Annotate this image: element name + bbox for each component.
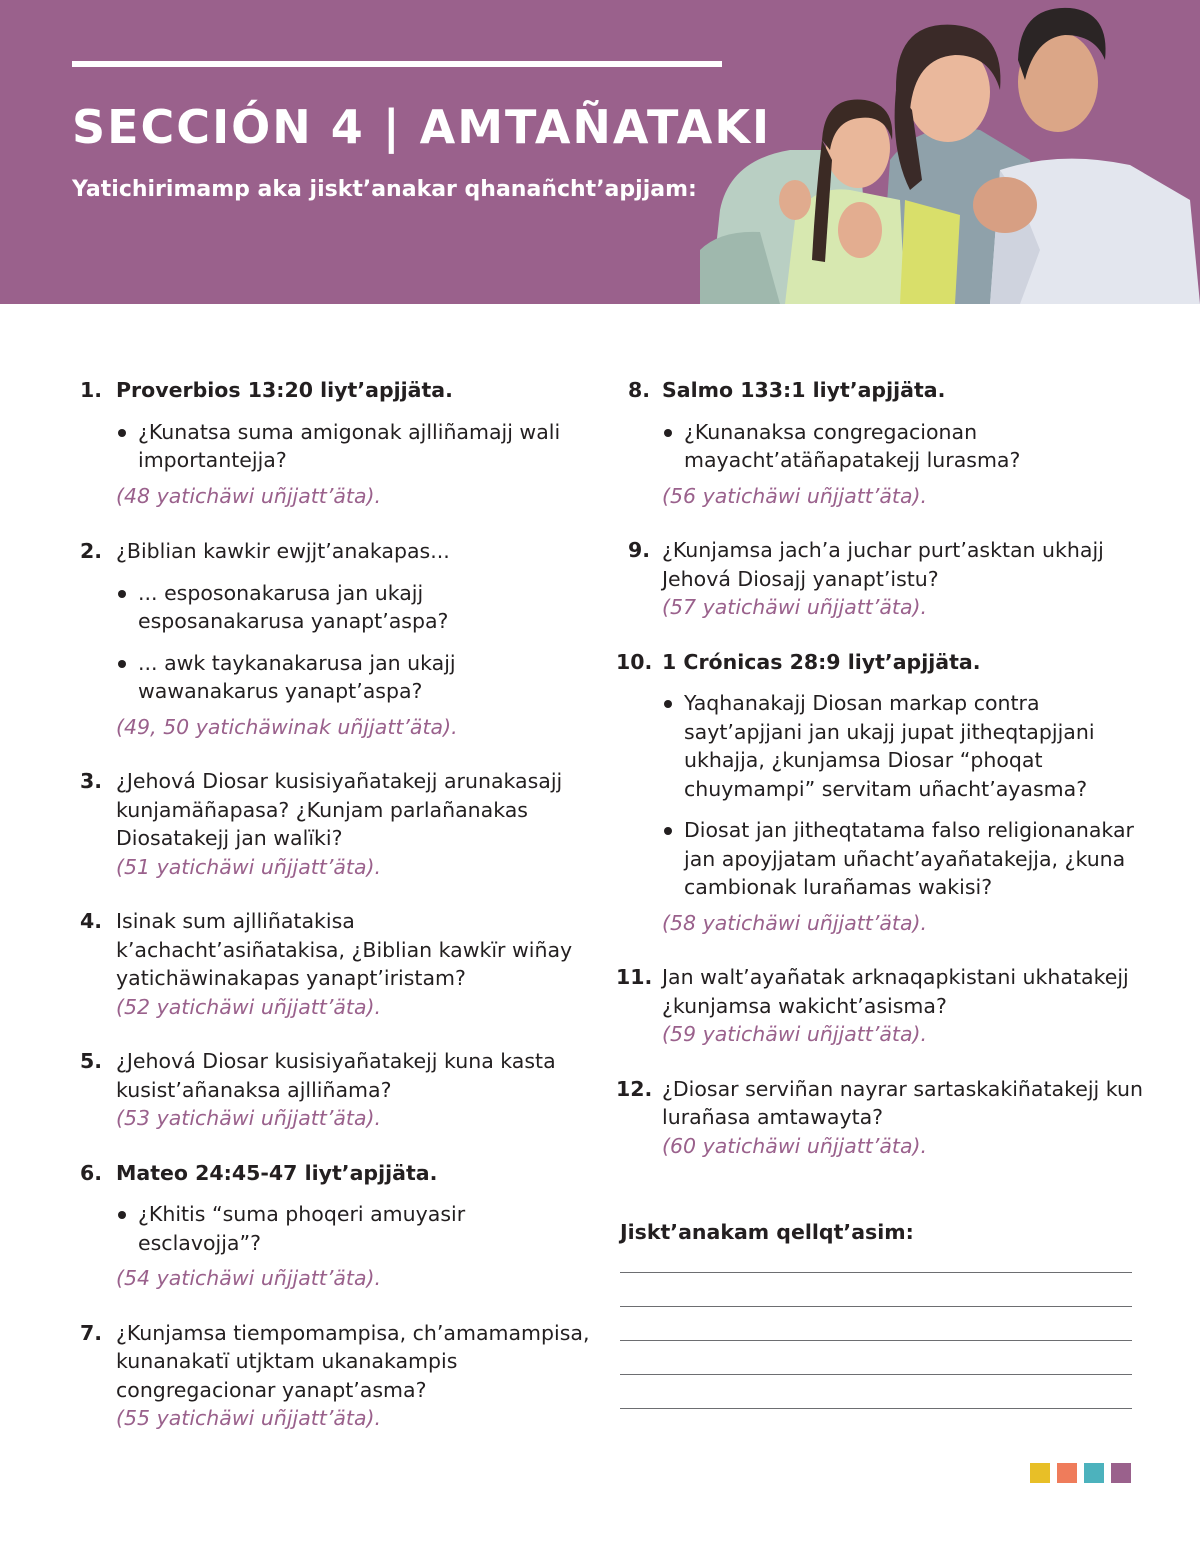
question-text: 1 Crónicas 28:9 liyt’apjjäta.: [662, 649, 981, 674]
page-subtitle: Yatichirimamp aka jiskt’anakar qhanañcht’apjjam:: [72, 177, 697, 202]
question-bullet: ¿Kunatsa suma amigonak ajlliñamajj wali importantejja?: [116, 418, 590, 475]
question-number: 7.: [80, 1320, 103, 1345]
question-text: Jan walt’ayañatak arknaqapkistani ukhatakejj ¿kunjamsa wakicht’asisma?: [662, 965, 1129, 1018]
question-number: 2.: [80, 539, 103, 563]
question-bullet: ... esposonakarusa jan ukajj esposanakarusa yanapt’aspa?: [116, 579, 590, 636]
lesson-reference: (51 yatichäwi uñjjatt’äta).: [116, 854, 382, 879]
note-line[interactable]: [620, 1408, 1132, 1409]
swatch-teal: [1084, 1463, 1104, 1483]
question-bullet: ¿Kunanaksa congregacionan mayacht’atäñapatakejj lurasma?: [662, 418, 1146, 475]
swatch-purple: [1111, 1463, 1131, 1483]
question-number: 9.: [628, 538, 651, 562]
lesson-reference: (48 yatichäwi uñjjatt’äta).: [116, 483, 382, 508]
questions-right-column: [616, 376, 1146, 1160]
question-number: 6.: [80, 1160, 103, 1185]
question-number: 11.: [616, 965, 653, 989]
question-1: [80, 376, 590, 510]
question-text: ¿Kunjamsa jach’a juchar purt’asktan ukhajj Jehová Diosajj yanapt’istu?: [662, 538, 1104, 591]
color-swatches: [1030, 1463, 1131, 1483]
lesson-reference: (54 yatichäwi uñjjatt’äta).: [116, 1266, 382, 1290]
swatch-orange: [1057, 1463, 1077, 1483]
question-text: Proverbios 13:20 liyt’apjjäta.: [116, 378, 453, 402]
question-text: ¿Diosar serviñan nayrar sartaskakiñatakejj kun lurañasa amtawayta?: [662, 1076, 1143, 1129]
swatch-yellow: [1030, 1463, 1050, 1483]
question-number: 1.: [80, 378, 103, 402]
note-line[interactable]: [620, 1340, 1132, 1341]
question-11: [616, 963, 1146, 1049]
lesson-reference: (49, 50 yatichäwinak uñjjatt’äta).: [116, 714, 458, 739]
lesson-reference: (59 yatichäwi uñjjatt’äta).: [662, 1022, 928, 1046]
page-title: SECCIÓN 4 | AMTAÑATAKI: [72, 100, 772, 154]
lesson-reference: (57 yatichäwi uñjjatt’äta).: [662, 595, 928, 619]
lesson-reference: (53 yatichäwi uñjjatt’äta).: [116, 1106, 382, 1130]
question-5: [80, 1047, 590, 1133]
questions-left-column: [80, 376, 590, 1433]
question-12: [616, 1075, 1146, 1161]
note-line[interactable]: [620, 1272, 1132, 1273]
question-number: 12.: [616, 1076, 653, 1101]
family-praying-illustration: [700, 0, 1200, 304]
note-line[interactable]: [620, 1374, 1132, 1375]
notes-label: Jiskt’anakam qellqt’asim:: [620, 1220, 914, 1244]
lesson-reference: (56 yatichäwi uñjjatt’äta).: [662, 483, 928, 508]
question-10: [616, 648, 1146, 938]
question-6: [80, 1159, 590, 1293]
question-text: ¿Biblian kawkir ewjjt’anakapas...: [116, 539, 450, 563]
title-rule: [72, 61, 722, 67]
question-number: 4.: [80, 909, 103, 933]
question-text: ¿Kunjamsa tiempomampisa, ch’amamampisa, kunanakatï utjktam ukanakampis congregacionar yanapt’asma?: [116, 1320, 590, 1402]
question-text: Mateo 24:45-47 liyt’apjjäta.: [116, 1160, 438, 1185]
question-text: ¿Jehová Diosar kusisiyañatakejj arunakasajj kunjamäñapasa? ¿Kunjam parlañanakas Diosatakejj jan walïki?: [116, 769, 563, 850]
question-text: ¿Jehová Diosar kusisiyañatakejj kuna kasta kusist’añanaksa ajlliñama?: [116, 1049, 556, 1102]
note-line[interactable]: [620, 1306, 1132, 1307]
question-4: [80, 907, 590, 1021]
question-number: 3.: [80, 769, 103, 793]
question-bullet: ... awk taykanakarusa jan ukajj wawanakarus yanapt’aspa?: [116, 649, 590, 706]
question-bullet: Diosat jan jitheqtatama falso religionanakar jan apoyjjatam uñacht’ayañatakejja, ¿kuna cambionak lurañamas wakisi?: [662, 816, 1146, 902]
question-7: [80, 1319, 590, 1433]
lesson-reference: (55 yatichäwi uñjjatt’äta).: [116, 1406, 382, 1430]
question-bullet: ¿Khitis “suma phoqeri amuyasir esclavojja”?: [116, 1200, 590, 1257]
lesson-reference: (58 yatichäwi uñjjatt’äta).: [662, 910, 928, 935]
lesson-reference: (52 yatichäwi uñjjatt’äta).: [116, 994, 382, 1019]
header-banner: [0, 0, 1200, 304]
question-9: [616, 536, 1146, 622]
question-8: [616, 376, 1146, 510]
question-text: Salmo 133:1 liyt’apjjäta.: [662, 378, 946, 402]
question-3: [80, 767, 590, 881]
question-number: 8.: [628, 378, 651, 402]
question-number: 5.: [80, 1049, 103, 1073]
question-2: [80, 537, 590, 741]
question-number: 10.: [616, 649, 653, 674]
lesson-reference: (60 yatichäwi uñjjatt’äta).: [662, 1133, 928, 1158]
question-text: Isinak sum ajlliñatakisa k’achacht’asiñatakisa, ¿Biblian kawkïr wiñay yatichäwinakapas yanapt’iristam?: [116, 909, 573, 990]
question-bullet: Yaqhanakajj Diosan markap contra sayt’apjjani jan ukajj jupat jitheqtapjjani ukhajja, ¿kunjamsa Diosar “phoqat chuymampi” servitam uñacht’ayasma?: [662, 689, 1146, 803]
